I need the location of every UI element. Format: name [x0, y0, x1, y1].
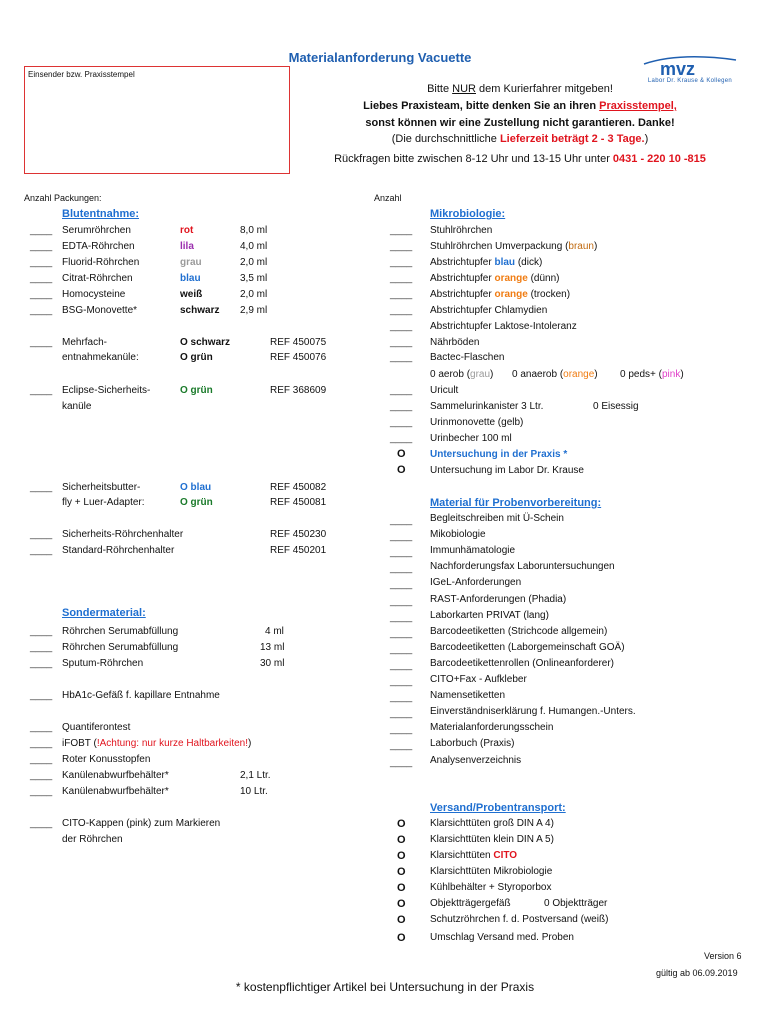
quantity-field[interactable]: ____ [390, 531, 413, 542]
list-item: Urinmonovette (gelb) [430, 417, 524, 428]
version-label: Version 6 [704, 951, 742, 961]
list-item: RAST-Anforderungen (Phadia) [430, 594, 567, 605]
list-item: CITO+Fax - Aufkleber [430, 674, 527, 685]
footer-note: * kostenpflichtiger Artikel bei Untersuchung in der Praxis [235, 980, 535, 994]
sender-stamp-box[interactable] [24, 66, 290, 174]
notice-line5: Rückfragen bitte zwischen 8-12 Uhr und 13-15 Uhr unter 0431 - 220 10 -815 [334, 153, 706, 165]
quantity-field[interactable]: ____ [30, 786, 53, 797]
list-item: Abstrichtupfer Chlamydien [430, 305, 548, 316]
mikrobiologie-heading: Mikrobiologie: [430, 208, 506, 220]
quantity-field[interactable]: ____ [30, 241, 53, 252]
quantity-field[interactable]: ____ [30, 626, 53, 637]
quantity-field[interactable]: ____ [30, 289, 53, 300]
list-item: Urinbecher 100 ml [430, 433, 512, 444]
radio-circle[interactable]: O [397, 818, 406, 830]
list-item: Abstrichtupfer orange (dünn) [430, 273, 560, 284]
quantity-field[interactable]: ____ [30, 545, 53, 556]
option-untersuchung-praxis: Untersuchung in der Praxis * [430, 449, 568, 460]
quantity-field[interactable]: ____ [390, 692, 413, 703]
probenvorbereitung-heading: Material für Probenvorbereitung: [430, 497, 602, 509]
list-item: Immunhämatologie [430, 545, 516, 556]
list-item: Abstrichtupfer orange (trocken) [430, 289, 571, 300]
quantity-field[interactable]: ____ [390, 273, 413, 284]
quantity-field[interactable]: ____ [390, 257, 413, 268]
option-peds[interactable]: 0 peds+ (pink) [620, 369, 684, 380]
logo-text: mvz [660, 59, 696, 78]
quantity-field[interactable]: ____ [390, 628, 413, 639]
radio-circle[interactable]: O [397, 464, 406, 476]
quantity-field[interactable]: ____ [30, 658, 53, 669]
quantity-field[interactable]: ____ [30, 690, 53, 701]
notice-line2: Liebes Praxisteam, bitte denken Sie an ihren Praxisstempel, [363, 100, 677, 112]
sondermaterial-heading: Sondermaterial: [62, 607, 146, 619]
quantity-field[interactable]: ____ [30, 642, 53, 653]
quantity-field[interactable]: ____ [390, 305, 413, 316]
option-untersuchung-labor: Untersuchung im Labor Dr. Krause [430, 465, 584, 476]
list-item: IGeL-Anforderungen [430, 577, 522, 588]
right-column-header: Anzahl [374, 193, 402, 203]
option-eisessig[interactable]: 0 Eisessig [593, 401, 639, 412]
option-gruen[interactable]: O grün [180, 385, 213, 396]
option-gruen[interactable]: O grün [180, 352, 213, 363]
list-item: Klarsichttüten Mikrobiologie [430, 866, 553, 877]
quantity-field[interactable]: ____ [30, 770, 53, 781]
quantity-field[interactable]: ____ [390, 708, 413, 719]
quantity-field[interactable]: ____ [30, 529, 53, 540]
quantity-field[interactable]: ____ [390, 433, 413, 444]
list-item: Uricult [430, 385, 459, 396]
quantity-field[interactable]: ____ [390, 289, 413, 300]
option-aerob[interactable]: 0 aerob (grau) [430, 369, 494, 380]
list-item: Barcodeetiketten (Strichcode allgemein) [430, 626, 608, 637]
logo-swoosh-icon [640, 54, 740, 78]
quantity-field[interactable]: ____ [390, 385, 413, 396]
list-item: Mikobiologie [430, 529, 486, 540]
radio-circle[interactable]: O [397, 834, 406, 846]
sender-label: Einsender bzw. Praxisstempel [28, 70, 135, 79]
radio-circle[interactable]: O [397, 882, 406, 894]
list-item: Einverständniserklärung f. Humangen.-Unters. [430, 706, 636, 717]
quantity-field[interactable]: ____ [390, 563, 413, 574]
radio-circle[interactable]: O [397, 914, 406, 926]
list-item: Nachforderungsfax Laboruntersuchungen [430, 561, 615, 572]
list-item: Stuhlröhrchen [430, 225, 493, 236]
quantity-field[interactable]: ____ [390, 515, 413, 526]
quantity-field[interactable]: ____ [390, 547, 413, 558]
list-item: Objektträgergefäß [430, 898, 511, 909]
quantity-field[interactable]: ____ [390, 740, 413, 751]
option-schwarz[interactable]: O schwarz [180, 337, 231, 348]
quantity-field[interactable]: ____ [390, 660, 413, 671]
list-item: Schutzröhrchen f. d. Postversand (weiß) [430, 914, 609, 925]
list-item: Stuhlröhrchen Umverpackung (braun) [430, 241, 598, 252]
quantity-field[interactable]: ____ [390, 321, 413, 332]
list-item: Barcodeetiketten (Laborgemeinschaft GOÄ) [430, 642, 625, 653]
quantity-field[interactable]: ____ [390, 225, 413, 236]
page-title: Materialanforderung Vacuette [288, 50, 472, 65]
radio-circle[interactable]: O [397, 898, 406, 910]
radio-circle[interactable]: O [397, 932, 406, 944]
notice-line3: sonst können wir eine Zustellung nicht garantieren. Danke! [365, 117, 675, 129]
quantity-field[interactable]: ____ [390, 676, 413, 687]
quantity-field[interactable]: ____ [30, 482, 53, 493]
list-item: Analysenverzeichnis [430, 755, 522, 766]
list-item: Bactec-Flaschen [430, 352, 505, 363]
radio-circle[interactable]: O [397, 850, 406, 862]
list-item: Begleitschreiben mit Ü-Schein [430, 513, 564, 524]
list-item: Klarsichttüten groß DIN A 4) [430, 818, 554, 829]
quantity-field[interactable]: ____ [30, 385, 53, 396]
quantity-field[interactable]: ____ [390, 417, 413, 428]
quantity-field[interactable]: ____ [390, 644, 413, 655]
list-item: Namensetiketten [430, 690, 506, 701]
quantity-field[interactable]: ____ [30, 754, 53, 765]
blutentnahme-heading: Blutentnahme: [62, 208, 139, 220]
quantity-field[interactable]: ____ [390, 337, 413, 348]
list-item: Abstrichtupfer blau (dick) [430, 257, 543, 268]
list-item: Klarsichttüten klein DIN A 5) [430, 834, 554, 845]
list-item: Materialanforderungsschein [430, 722, 554, 733]
quantity-field[interactable]: ____ [30, 225, 53, 236]
quantity-field[interactable]: ____ [390, 352, 413, 363]
left-column-header: Anzahl Packungen: [24, 193, 102, 203]
list-item: Laborbuch (Praxis) [430, 738, 515, 749]
logo-subtitle: Labor Dr. Krause & Kollegen [647, 78, 733, 84]
quantity-field[interactable]: ____ [30, 257, 53, 268]
radio-circle[interactable]: O [397, 448, 406, 460]
quantity-field[interactable]: ____ [390, 757, 413, 768]
option-blau[interactable]: O blau [180, 482, 212, 493]
quantity-field[interactable]: ____ [30, 722, 53, 733]
notice-line1: Bitte NUR dem Kurierfahrer mitgeben! [427, 83, 613, 95]
versand-heading: Versand/Probentransport: [430, 802, 566, 814]
quantity-field[interactable]: ____ [30, 738, 53, 749]
list-item: Umschlag Versand med. Proben [430, 932, 574, 943]
list-item: Kühlbehälter + Styroporbox [430, 882, 552, 893]
list-item: Klarsichttüten CITO [430, 850, 518, 861]
quantity-field[interactable]: ____ [390, 401, 413, 412]
quantity-field[interactable]: ____ [390, 579, 413, 590]
quantity-field[interactable]: ____ [30, 818, 53, 829]
list-item: Laborkarten PRIVAT (lang) [430, 610, 549, 621]
quantity-field[interactable]: ____ [390, 612, 413, 623]
list-item: Barcodeetikettenrollen (Onlineanforderer) [430, 658, 614, 669]
list-item: Sammelurinkanister 3 Ltr. [430, 401, 544, 412]
quantity-field[interactable]: ____ [390, 724, 413, 735]
list-item: Abstrichtupfer Laktose-Intoleranz [430, 321, 577, 332]
quantity-field[interactable]: ____ [390, 241, 413, 252]
quantity-field[interactable]: ____ [30, 337, 53, 348]
valid-date: gültig ab 06.09.2019 [656, 968, 738, 978]
list-item: Nährböden [430, 337, 480, 348]
quantity-field[interactable]: ____ [30, 305, 53, 316]
quantity-field[interactable]: ____ [30, 273, 53, 284]
option-gruen[interactable]: O grün [180, 497, 213, 508]
option-objekttraeger[interactable]: 0 Objektträger [544, 898, 608, 909]
radio-circle[interactable]: O [397, 866, 406, 878]
quantity-field[interactable]: ____ [390, 596, 413, 607]
notice-line4: (Die durchschnittliche Lieferzeit beträgt 2 - 3 Tage.) [391, 133, 649, 145]
option-anaerob[interactable]: 0 anaerob (orange) [512, 369, 598, 380]
